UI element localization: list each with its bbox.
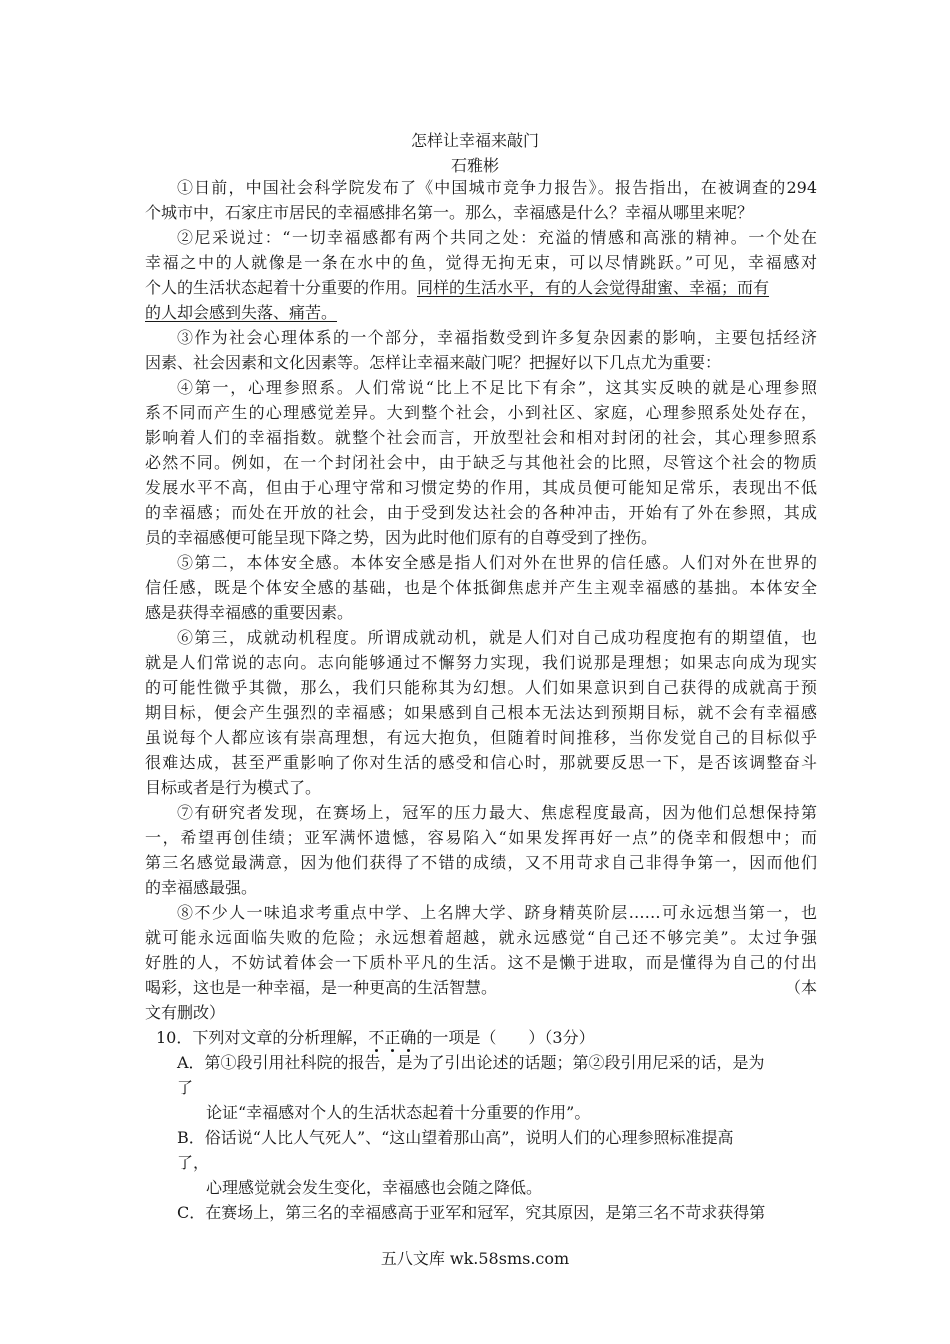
emphasis-char: 不 <box>368 1028 385 1047</box>
question-text: 10．下列对文章的分析理解， <box>156 1028 369 1047</box>
article-author: 石雅彬 <box>450 156 499 175</box>
paragraph-line: 的幸福感；而处在开放的社会，由于受到发达社会的各种冲击，开始有了外在参照，其成 <box>145 503 817 522</box>
paragraph-line: 必然不同。例如，在一个封闭社会中，由于缺乏与其他社会的比照，尽管这个社会的物质 <box>145 453 817 472</box>
paragraph-line: 感是获得幸福感的重要因素。 <box>145 603 354 622</box>
paragraph-line <box>145 303 817 323</box>
paragraph-line: 一，希望再创佳绩；亚军满怀遗憾，容易陷入“如果发挥再好一点”的侥幸和假想中；而 <box>145 828 817 847</box>
paragraph-line: 幸福之中的人就像是一条在水中的鱼，觉得无拘无束，可以尽情跳跃。”可见，幸福感对 <box>145 253 817 272</box>
page-footer: 五八文库 wk.58sms.com <box>380 1249 570 1268</box>
paragraph-line: 第三名感觉最满意，因为他们获得了不错的成绩，又不用苛求自己非得争第一，因而他们 <box>145 853 817 872</box>
paragraph-line: 就是人们常说的志向。志向能够通过不懈努力实现，我们说那是理想；如果志向成为现实 <box>145 653 817 672</box>
source-note: 文有删改） <box>145 1003 226 1022</box>
question-stem <box>156 1028 828 1048</box>
paragraph-line: 个城市中，石家庄市居民的幸福感排名第一。那么，幸福感是什么？幸福从哪里来呢？ <box>145 203 754 222</box>
option-a-line: A．第①段引用社科院的报告，是为了引出论述的话题；第②段引用尼采的话，是为 <box>177 1053 765 1072</box>
paragraph-line: ④第一，心理参照系。人们常说“比上不足比下有余”，这其实反映的就是心理参照 <box>177 378 817 397</box>
paragraph-line: 目标或者是行为模式了。 <box>145 778 322 797</box>
paragraph-line: 就可能永远面临失败的危险；永远想着超越，就永远感觉“自己还不够完美”。太过争强 <box>145 928 817 947</box>
option-a-line: 论证“幸福感对个人的生活状态起着十分重要的作用”。 <box>206 1103 591 1122</box>
paragraph-line: 的幸福感最强。 <box>145 878 258 897</box>
paragraph-line: ①日前，中国社会科学院发布了《中国城市竞争力报告》。报告指出，在被调查的294 <box>177 178 817 197</box>
paragraph-line: ⑦有研究者发现，在赛场上，冠军的压力最大、焦虑程度最高，因为他们总想保持第 <box>177 803 817 822</box>
paragraph-line: 喝彩，这也是一种幸福，是一种更高的生活智慧。 <box>145 978 498 997</box>
underlined-text: 同样的生活水平，有的人会觉得甜蜜、幸福；而有 <box>417 278 770 297</box>
paragraph-line: 期目标，便会产生强烈的幸福感；如果感到自己根本无法达到预期目标，就不会有幸福感 <box>145 703 817 722</box>
option-a-line: 了 <box>177 1078 194 1097</box>
paragraph-line: ⑥第三，成就动机程度。所谓成就动机，就是人们对自己成功程度抱有的期望值，也 <box>177 628 817 647</box>
paragraph-line: 系不同而产生的心理感觉差异。大到整个社会，小到社区、家庭，心理参照系处处存在， <box>145 403 817 422</box>
option-b-line: 了， <box>177 1153 210 1172</box>
emphasis-char: 确 <box>400 1028 417 1047</box>
source-note: （本 <box>784 978 817 997</box>
option-b-line: B．俗话说“人比人气死人”、“这山望着那山高”，说明人们的心理参照标准提高 <box>177 1128 734 1147</box>
paragraph-line <box>145 278 817 298</box>
article-title: 怎样让幸福来敲门 <box>410 131 539 150</box>
paragraph-line: 员的幸福感便可能呈现下降之势，因为此时他们原有的自尊受到了挫伤。 <box>145 528 658 547</box>
emphasis-char: 正 <box>384 1028 401 1047</box>
paragraph-line: 好胜的人，不妨试着体会一下质朴平凡的生活。这不是懒于进取，而是懂得为自己的付出 <box>145 953 817 972</box>
paragraph-line: 的可能性微乎其微，那么，我们只能称其为幻想。人们如果意识到自己获得的成就高于预 <box>145 678 817 697</box>
paragraph-line: 虽说每个人都应该有崇高理想，有远大抱负，但随着时间推移，当你发觉自己的目标似乎 <box>145 728 817 747</box>
plain-text: 个人的生活状态起着十分重要的作用。 <box>145 278 418 297</box>
paragraph-line: 发展水平不高，但由于心理守常和习惯定势的作用，其成员便可能知足常乐，表现出不低 <box>145 478 817 497</box>
paragraph-line: ②尼采说过：“一切幸福感都有两个共同之处：充溢的情感和高涨的精神。一个处在 <box>177 228 817 247</box>
paragraph-line: ③作为社会心理体系的一个部分，幸福指数受到许多复杂因素的影响，主要包括经济 <box>177 328 817 347</box>
paragraph-line: 因素、社会因素和文化因素等。怎样让幸福来敲门呢？把握好以下几点尤为重要： <box>145 353 722 372</box>
option-b-line: 心理感觉就会发生变化，幸福感也会随之降低。 <box>206 1178 543 1197</box>
question-text: 的一项是（ ）（3分） <box>416 1028 595 1047</box>
paragraph-line: 影响着人们的幸福指数。就整个社会而言，开放型社会和相对封闭的社会，其心理参照系 <box>145 428 817 447</box>
paragraph-line: 信任感，既是个体安全感的基础，也是个体抵御焦虑并产生主观幸福感的基拙。本体安全 <box>145 578 817 597</box>
underlined-text: 的人却会感到失落、痛苦。 <box>145 303 338 322</box>
paragraph-line: ⑧不少人一味追求考重点中学、上名牌大学、跻身精英阶层……可永远想当第一，也 <box>177 903 817 922</box>
option-c-line: C．在赛场上，第三名的幸福感高于亚军和冠军，究其原因，是第三名不苛求获得第 <box>177 1203 766 1222</box>
paragraph-line: 很难达成，甚至严重影响了你对生活的感受和信心时，那就要反思一下，是否该调整奋斗 <box>145 753 817 772</box>
paragraph-line: ⑤第二，本体安全感。本体安全感是指人们对外在世界的信任感。人们对外在世界的 <box>177 553 817 572</box>
